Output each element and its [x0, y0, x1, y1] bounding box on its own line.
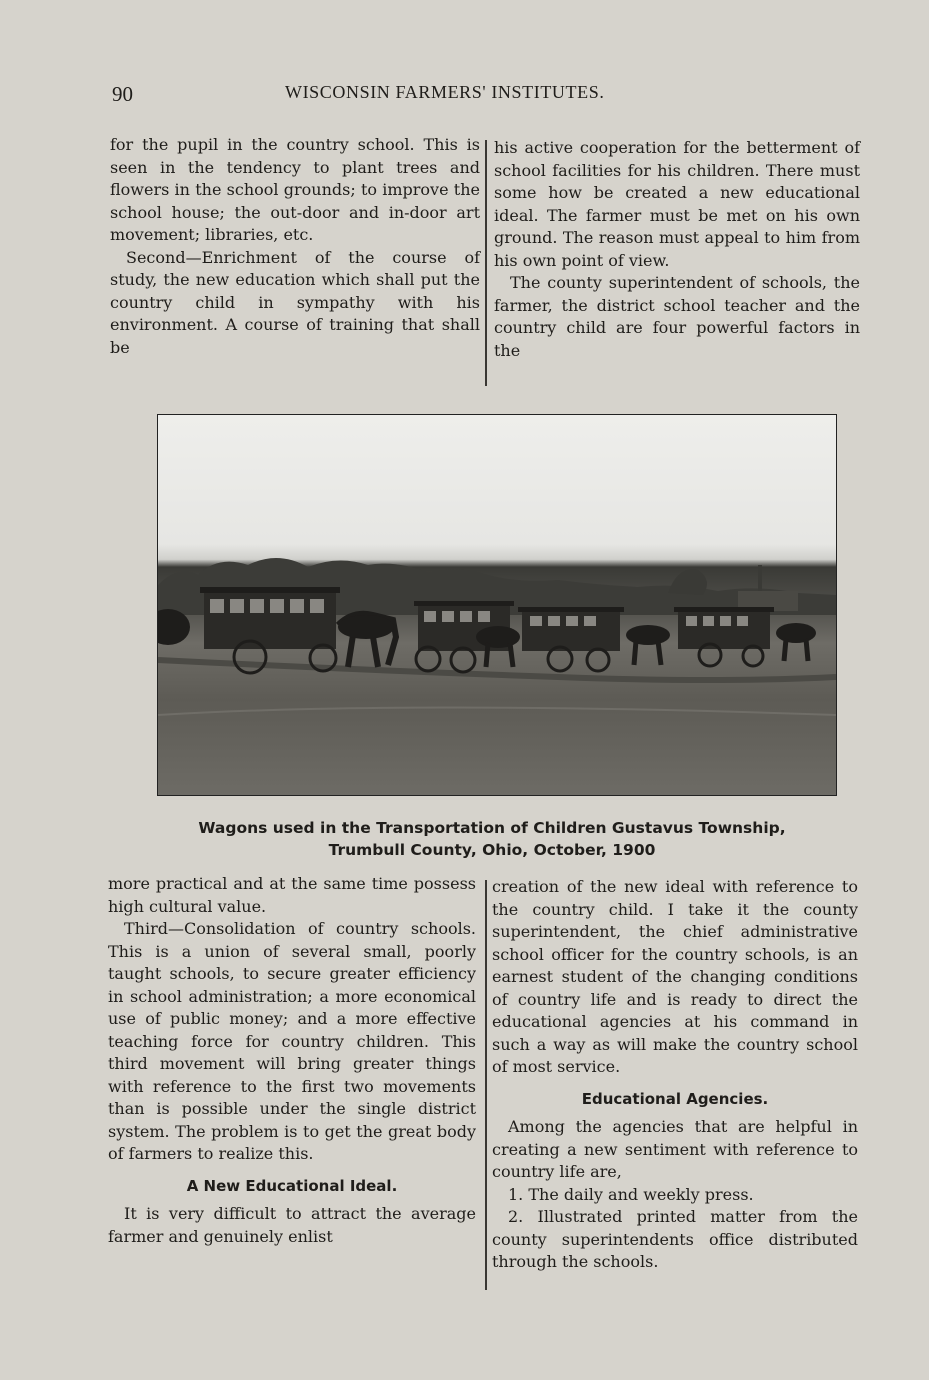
paragraph: for the pupil in the country school. This is seen in the tendency to plant trees and flowers in the school grounds; to improve the school house; the out-door and in-door art movement; libraries, etc.	[110, 135, 480, 244]
bottom-right-column	[492, 876, 858, 1274]
section-heading: A New Educational Ideal.	[186, 1176, 398, 1195]
list-item: 2. Illustrated printed matter from the county superintendents office distributed through the schools.	[492, 1207, 858, 1271]
paragraph: Second—Enrichment of the course of study, the new education which shall put the country child in sympathy with his environment. A course of training that shall be	[110, 247, 480, 357]
paragraph: Third—Consolidation of country schools. This is a union of several small, poorly taught schools, to secure greater efficiency in school administration; a more economical use of public money; and a more effective teaching force for country children. This third movement will bring greater things with reference to the first two movements than is possible under the single district system. The problem is to get the great body of farmers to realize this.	[108, 919, 476, 1163]
top-left-column	[110, 134, 480, 359]
paragraph: creation of the new ideal with reference to the country child. I take it the county superintendent, the chief administrative school officer for the country schools, is an earnest student of the changing conditions of country life and is ready to direct the educational agencies at his command in such a way as will make the country school of most service.	[492, 877, 858, 1076]
paragraph: The county superintendent of schools, the farmer, the district school teacher and the country child are four powerful factors in the	[494, 273, 860, 360]
bottom-left-column	[108, 873, 476, 1248]
page-number: 90	[112, 82, 133, 106]
paragraph: It is very difficult to attract the average farmer and genuinely enlist	[108, 1204, 476, 1246]
wagons-photograph	[157, 414, 837, 796]
top-right-column	[494, 137, 860, 362]
caption-line: Wagons used in the Transportation of Children Gustavus Township,	[198, 819, 786, 837]
section-heading: Educational Agencies.	[581, 1089, 769, 1108]
list-item: 1. The daily and weekly press.	[508, 1184, 754, 1204]
figure-caption	[110, 817, 874, 861]
column-divider	[485, 880, 487, 1290]
paragraph: his active cooperation for the betterment of school facilities for his children. There must some how be created a new educational ideal. The farmer must be met on his own ground. The reason must appeal to him from his own point of view.	[494, 138, 860, 270]
paragraph: Among the agencies that are helpful in creating a new sentiment with reference to country life are,	[492, 1117, 858, 1181]
paragraph: more practical and at the same time possess high cultural value.	[108, 874, 476, 916]
column-divider	[485, 140, 487, 386]
running-head: WISCONSIN FARMERS' INSTITUTES.	[285, 82, 605, 102]
caption-line: Trumbull County, Ohio, October, 1900	[328, 841, 656, 859]
